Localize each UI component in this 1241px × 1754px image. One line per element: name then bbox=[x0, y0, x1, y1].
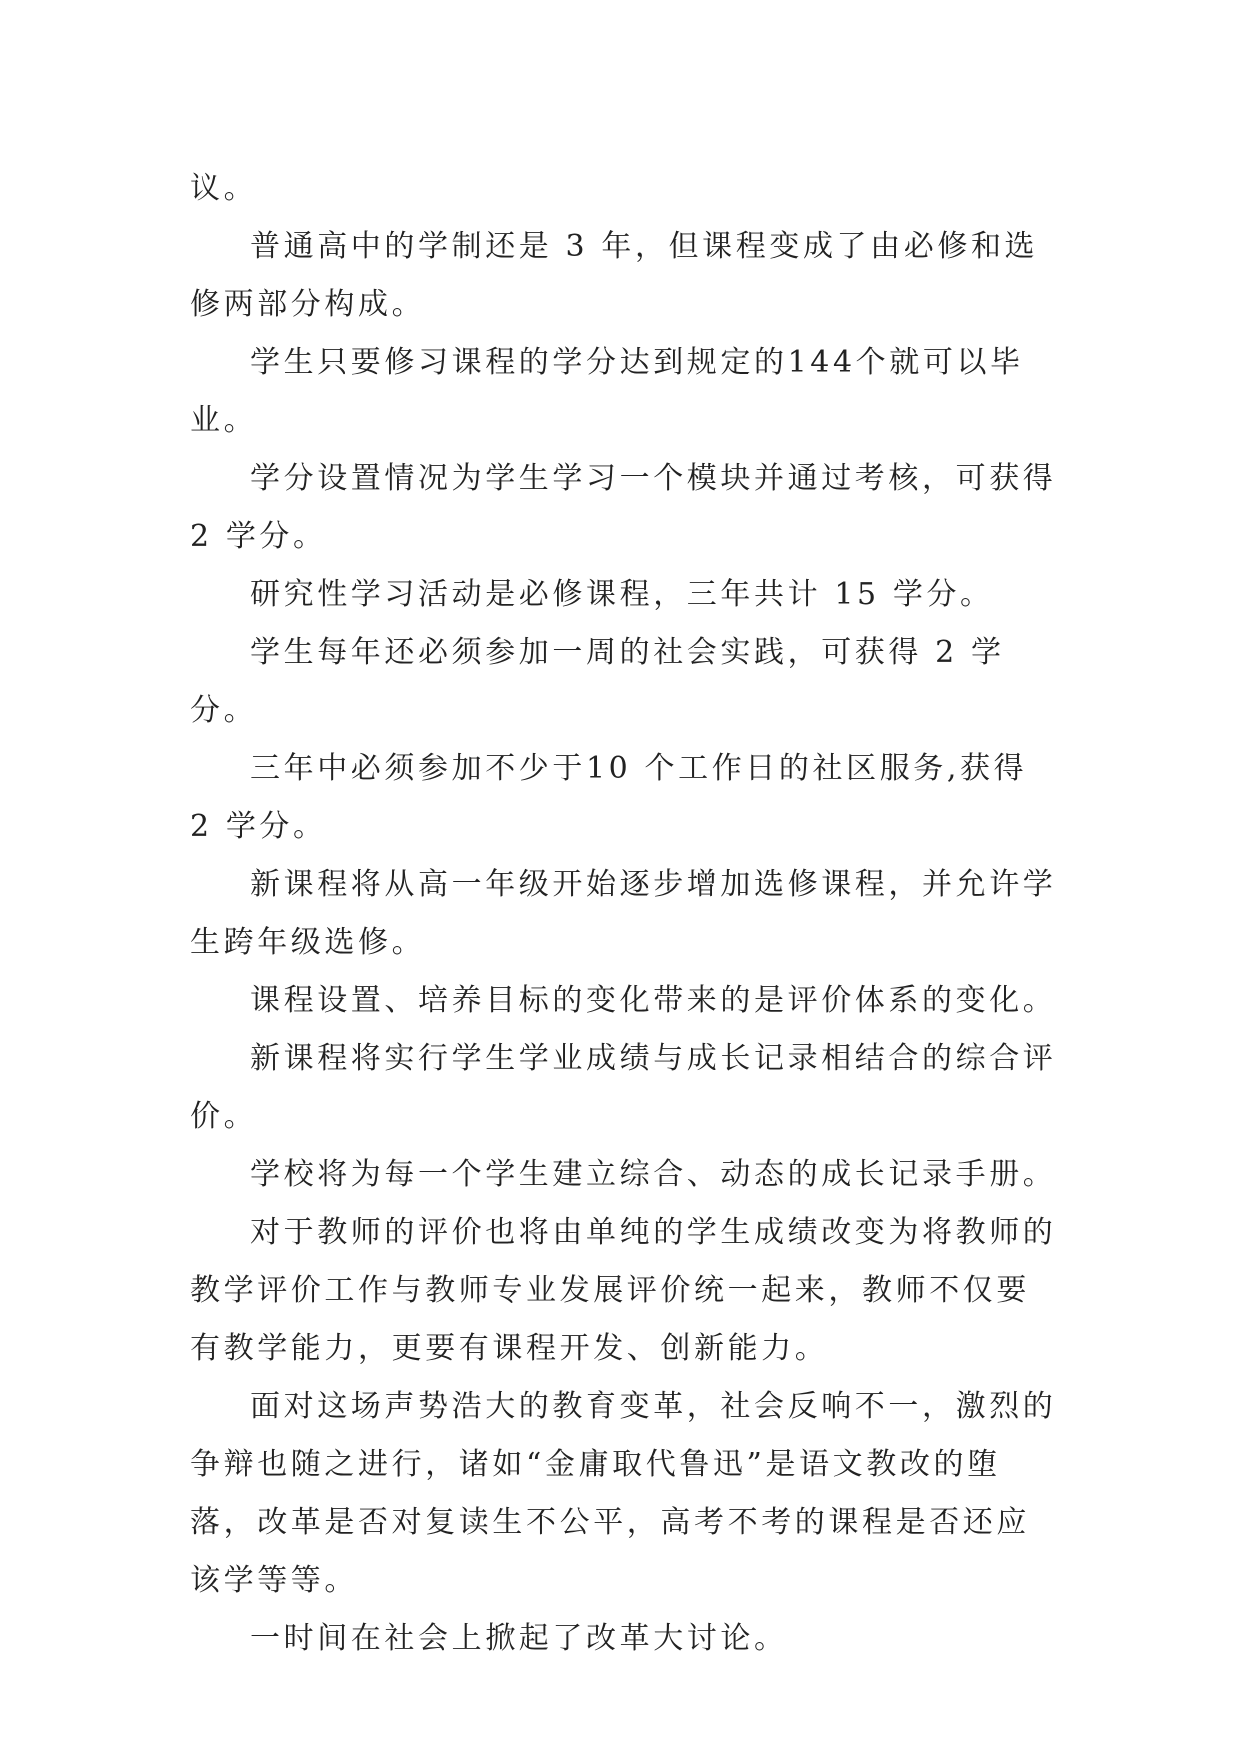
paragraph-4: 学分设置情况为学生学习一个模块并通过考核，可获得 2 学分。 bbox=[190, 461, 1057, 554]
paragraph-11: 学校将为每一个学生建立综合、动态的成长记录手册。 bbox=[250, 1157, 1057, 1192]
paragraph-5: 研究性学习活动是必修课程，三年共计 15 学分。 bbox=[250, 577, 994, 612]
paragraph-7: 三年中必须参加不少于10 个工作日的社区服务,获得 2 学分。 bbox=[190, 751, 1028, 844]
paragraph-1: 议。 bbox=[190, 171, 258, 206]
paragraph-12: 对于教师的评价也将由单纯的学生成绩改变为将教师的教学评价工作与教师专业发展评价统一起来，教师不仅要有教学能力，更要有课程开发、创新能力。 bbox=[190, 1215, 1057, 1366]
paragraph-2: 普通高中的学制还是 3 年，但课程变成了由必修和选修两部分构成。 bbox=[190, 229, 1039, 322]
paragraph-3: 学生只要修习课程的学分达到规定的144个就可以毕业。 bbox=[190, 345, 1024, 438]
paragraph-13: 面对这场声势浩大的教育变革，社会反响不一，激烈的争辩也随之进行，诸如“金庸取代鲁迅”是语文教改的堕落，改革是否对复读生不公平，高考不考的课程是否还应该学等等。 bbox=[190, 1389, 1057, 1598]
paragraph-9: 课程设置、培养目标的变化带来的是评价体系的变化。 bbox=[250, 983, 1057, 1018]
paragraph-10: 新课程将实行学生学业成绩与成长记录相结合的综合评价。 bbox=[190, 1041, 1057, 1134]
paragraph-8: 新课程将从高一年级开始逐步增加选修课程，并允许学生跨年级选修。 bbox=[190, 867, 1057, 960]
document-body bbox=[190, 160, 1060, 1668]
paragraph-14: 一时间在社会上掀起了改革大讨论。 bbox=[250, 1621, 788, 1656]
paragraph-6: 学生每年还必须参加一周的社会实践，可获得 2 学分。 bbox=[190, 635, 1005, 728]
